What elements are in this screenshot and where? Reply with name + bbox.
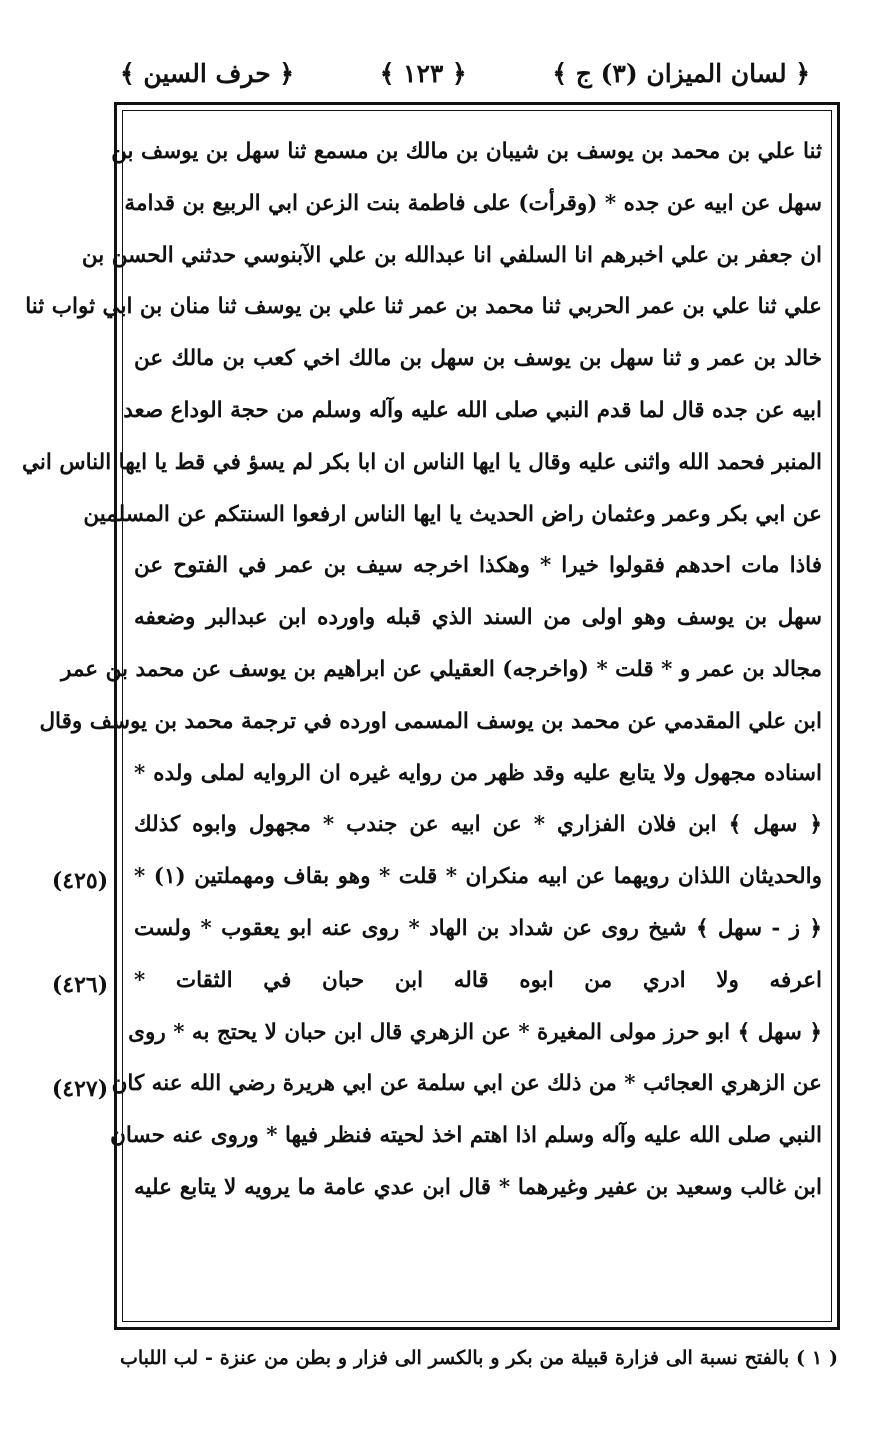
page-number: ﴿ ١٢٣ ﴾ bbox=[379, 58, 467, 88]
text-line: مجالد بن عمر و * قلت * (واخرجه) العقيلي عن ابراهيم بن يوسف عن محمد بن عمر bbox=[61, 656, 822, 682]
entry-number: (٤٢٥) bbox=[51, 868, 109, 894]
text-line: المنبر فحمد الله واثنى عليه وقال يا ايها الناس ان ابا بكر لم يسؤ في قط يا ايها الناس اني bbox=[22, 449, 822, 475]
text-line: ابن علي المقدمي عن محمد بن يوسف المسمى اورده في ترجمة محمد بن يوسف وقال bbox=[39, 708, 822, 734]
text-line: ان جعفر بن علي اخبرهم انا السلفي انا عبدالله بن علي الآبنوسي حدثني الحسن بن bbox=[81, 242, 822, 268]
text-line: فاذا مات احدهم فقولوا خيرا * وهكذا اخرجه سيف بن عمر في الفتوح عن bbox=[134, 553, 822, 579]
text-line: ثنا علي بن محمد بن يوسف بن شيبان بن مالك بن مسمع ثنا سهل بن يوسف بن bbox=[111, 139, 822, 164]
text-line: ابن غالب وسعيد بن عفير وغيرهما * قال ابن عدي عامة ما يرويه لا يتابع عليه bbox=[134, 1174, 822, 1200]
text-line: عن الزهري العجائب * من ذلك عن ابي سلمة عن ابي هريرة رضي الله عنه كان bbox=[111, 1071, 822, 1097]
text-line: علي ثنا علي بن عمر الحربي ثنا محمد بن عمر ثنا علي بن يوسف ثنا منان بن ابي ثواب ثنا bbox=[25, 294, 822, 320]
entry-number: (٤٢٧) bbox=[51, 1076, 109, 1102]
text-line: النبي صلى الله عليه وآله وسلم اذا اهتم اخذ لحيته فنظر فيها * وروى عنه حسان bbox=[110, 1123, 822, 1149]
entry-number: (٤٢٦) bbox=[51, 972, 109, 998]
section-title: ﴿ حرف السين ﴾ bbox=[120, 58, 295, 88]
entry-heading-line: ﴿ سهل ﴾ ابن فلان الفزاري * عن ابيه عن جندب * مجهول وابوه كذلك bbox=[134, 812, 822, 838]
text-line: سهل بن يوسف وهو اولى من السند الذي قبله واورده ابن عبدالبر وضعفه bbox=[134, 605, 822, 631]
text-line: سهل عن ابيه عن جده * (وقرأت) على فاطمة بنت الزعن ابي الربيع بن قدامة bbox=[124, 190, 822, 216]
text-line: عن ابي بكر وعمر وعثمان راض الحديث يا ايها الناس ارفعوا السنتكم عن المسلمين bbox=[83, 501, 822, 527]
entry-heading-line: ﴿ ز - سهل ﴾ شيخ روى عن شداد بن الهاد * روى عنه ابو يعقوب * ولست bbox=[134, 915, 822, 941]
text-line: خالد بن عمر و ثنا سهل بن يوسف بن سهل بن مالك اخي كعب بن مالك عن bbox=[134, 346, 822, 372]
footnote: ( ١ ) بالفتح نسبة الى فزارة قبيلة من بكر و بالكسر الى فزار و بطن من عنزة - لب اللباب bbox=[120, 1347, 838, 1369]
text-line: ابيه عن جده قال لما قدم النبي صلى الله عليه وآله وسلم من حجة الوداع صعد bbox=[123, 397, 822, 423]
text-line: اسناده مجهول ولا يتابع عليه وقد ظهر من روايه غيره ان الروايه لملى ولده * bbox=[134, 760, 822, 786]
text-line: اعرفه ولا ادري من ابوه قاله ابن حبان في الثقات * bbox=[134, 967, 822, 993]
page-header bbox=[120, 48, 810, 98]
book-title: ﴿ لسان الميزان (٣) ج ﴾ bbox=[552, 58, 810, 88]
entry-heading-line: ﴿ سهل ﴾ ابو حرز مولى المغيرة * عن الزهري قال ابن حبان لا يحتج به * روى bbox=[128, 1019, 822, 1045]
text-line: والحديثان اللذان رويهما عن ابيه منكران * قلت * وهو بقاف ومهملتين (١) * bbox=[134, 864, 822, 890]
